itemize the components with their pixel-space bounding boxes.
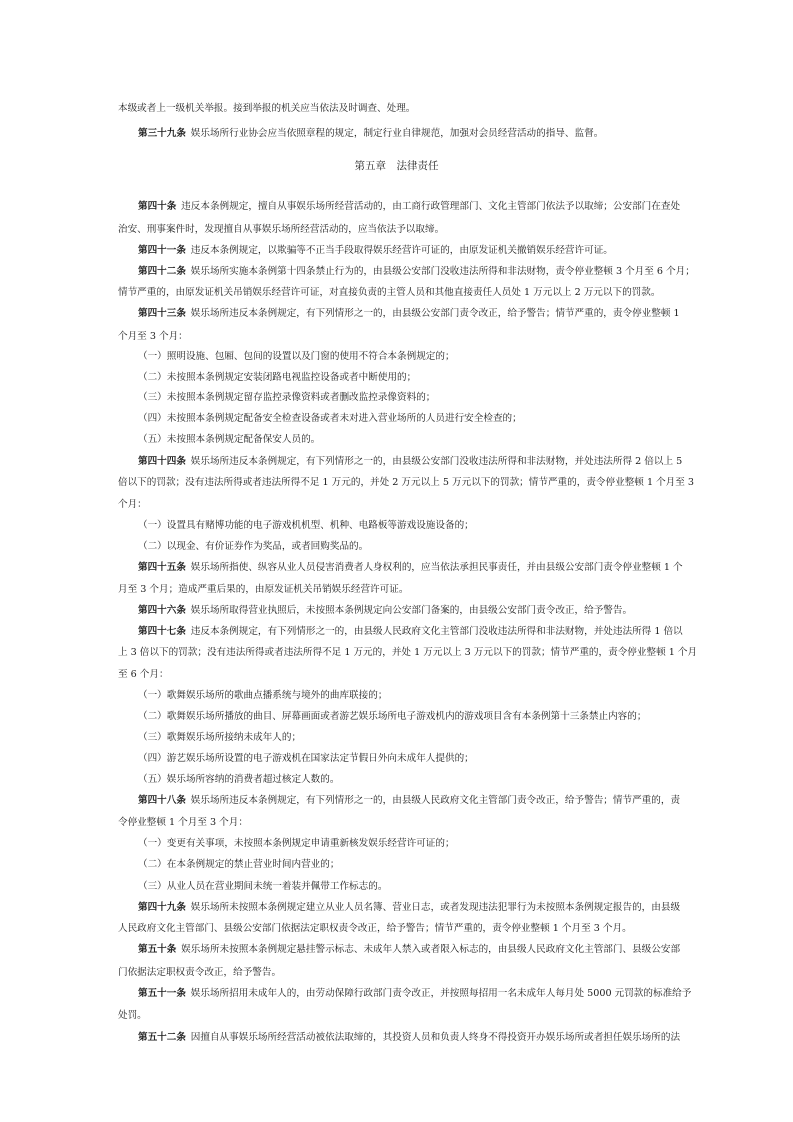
line-text: （一）照明设施、包厢、包间的设置以及门窗的使用不符合本条例规定的； xyxy=(138,351,455,362)
line-text: 违反本条例规定，以欺骗等不正当手段取得娱乐经营许可证的，由原发证机关撤销娱乐经营许可证。 xyxy=(190,245,613,256)
text-line xyxy=(118,286,678,299)
article-number: 第四十七条 xyxy=(138,626,186,637)
line-text: 人民政府文化主管部门、县级公安部门依据法定职权责令改正，给予警告；情节严重的，责令停业整顿 1 个月至 3 个月。 xyxy=(118,923,632,934)
article-line xyxy=(138,1031,698,1044)
line-text: 娱乐场所实施本条例第十四条禁止行为的，由县级公安部门没收违法所得和非法财物，责令停业整顿 3 个月至 6 个月； xyxy=(190,266,695,277)
line-text: 处罚。 xyxy=(118,1010,147,1021)
line-text: 个月至 3 个月： xyxy=(118,331,188,342)
line-text: 门依据法定职权责令改正，给予警告。 xyxy=(118,967,282,978)
text-line xyxy=(138,731,698,744)
line-text: 娱乐场所违反本条例规定，有下列情形之一的，由县级人民政府文化主管部门责令改正，给予警告；情节严重的，责 xyxy=(190,795,681,806)
article-line xyxy=(138,244,698,257)
text-line xyxy=(138,752,698,765)
line-text: 违反本条例规定，有下列情形之一的，由县级人民政府文化主管部门没收违法所得和非法财物，并处违法所得 1 倍以 xyxy=(190,626,683,637)
article-line xyxy=(138,794,698,807)
text-line xyxy=(138,689,698,702)
article-number: 第四十五条 xyxy=(138,562,186,573)
line-text: （三）未按照本条例规定留存监控录像资料或者删改监控录像资料的； xyxy=(138,392,436,403)
text-line xyxy=(118,223,678,236)
line-text: （五）未按照本条例规定配备保安人员的。 xyxy=(138,434,321,445)
text-line xyxy=(138,391,698,404)
line-text: 月至 3 个月；造成严重后果的，由原发证机关吊销娱乐经营许可证。 xyxy=(118,584,409,595)
line-text: 违反本条例规定，擅自从事娱乐场所经营活动的，由工商行政管理部门、文化主管部门依法予以取缔；公安部门在查处 xyxy=(181,201,681,212)
article-number: 第四十一条 xyxy=(138,245,186,256)
line-text: （三）从业人员在营业期间未统一着装并佩带工作标志的。 xyxy=(138,881,388,892)
line-text: （四）游艺娱乐场所设置的电子游戏机在国家法定节假日外向未成年人提供的； xyxy=(138,753,474,764)
line-text: 令停业整顿 1 个月至 3 个月： xyxy=(118,817,248,828)
line-text: （二）在本条例规定的禁止营业时间内营业的； xyxy=(138,859,340,870)
text-line xyxy=(138,710,698,723)
line-text: 个月： xyxy=(118,499,147,510)
article-line xyxy=(138,200,698,213)
line-text: （四）未按照本条例规定配备安全检查设备或者未对进入营业场所的人员进行安全检查的； xyxy=(138,413,522,424)
text-line xyxy=(118,966,678,979)
text-line xyxy=(138,837,698,850)
article-line xyxy=(138,625,698,638)
line-text: 娱乐场所未按照本条例规定悬挂警示标志、未成年人禁入或者限入标志的，由县级人民政府文化主管部门、县级公安部 xyxy=(181,944,681,955)
text-line xyxy=(138,858,698,871)
text-line xyxy=(138,540,698,553)
text-line xyxy=(138,433,698,446)
text-line xyxy=(118,330,678,343)
article-number: 第四十二条 xyxy=(138,266,186,277)
article-line xyxy=(138,307,698,320)
text-line xyxy=(138,350,698,363)
article-line xyxy=(138,561,698,574)
line-text: 本级或者上一级机关举报。接到举报的机关应当依法及时调查、处理。 xyxy=(118,103,416,114)
article-number: 第四十四条 xyxy=(138,456,186,467)
text-line xyxy=(118,668,678,681)
article-number: 第四十条 xyxy=(138,201,177,212)
article-number: 第四十九条 xyxy=(138,902,186,913)
line-text: （二）未按照本条例规定安装闭路电视监控设备或者中断使用的； xyxy=(138,372,417,383)
article-number: 第四十八条 xyxy=(138,795,186,806)
line-text: （一）变更有关事项，未按照本条例规定申请重新核发娱乐经营许可证的； xyxy=(138,838,455,849)
article-line xyxy=(138,943,698,956)
article-line xyxy=(138,455,698,468)
line-text: 娱乐场所取得营业执照后，未按照本条例规定向公安部门备案的，由县级公安部门责令改正，给予警告。 xyxy=(190,605,633,616)
article-number: 第四十三条 xyxy=(138,308,186,319)
text-line xyxy=(118,102,678,115)
line-text: 娱乐场所违反本条例规定，有下列情形之一的，由县级公安部门没收违法所得和非法财物，并处违法所得 2 倍以上 5 xyxy=(190,456,683,467)
article-number: 第四十六条 xyxy=(138,605,186,616)
text-line xyxy=(118,646,698,659)
text-line xyxy=(118,476,695,489)
line-text: （一）设置具有赌博功能的电子游戏机机型、机种、电路板等游戏设施设备的； xyxy=(138,520,474,531)
line-text: （一）歌舞娱乐场所的歌曲点播系统与境外的曲库联接的； xyxy=(138,690,388,701)
text-line xyxy=(118,816,678,829)
line-text: 因擅自从事娱乐场所经营活动被依法取缔的，其投资人员和负责人终身不得投资开办娱乐场所或者担任娱乐场所的法 xyxy=(190,1032,681,1043)
article-number: 第五十一条 xyxy=(138,988,186,999)
text-line xyxy=(138,880,698,893)
article-line xyxy=(138,127,698,140)
line-text: 情节严重的，由原发证机关吊销娱乐经营许可证，对直接负责的主管人员和其他直接责任人员处 1 万元以上 2 万元以下的罚款。 xyxy=(118,287,661,298)
line-text: 娱乐场所指使、纵容从业人员侵害消费者人身权利的，应当依法承担民事责任，并由县级公安部门责令停业整顿 1 个 xyxy=(190,562,683,573)
article-line xyxy=(138,604,698,617)
text-line xyxy=(118,1009,678,1022)
article-line xyxy=(138,265,698,278)
article-line xyxy=(138,987,698,1000)
article-number: 第五十条 xyxy=(138,944,177,955)
line-text: （三）歌舞娱乐场所接纳未成年人的； xyxy=(138,732,302,743)
article-number: 第五十二条 xyxy=(138,1032,186,1043)
text-line xyxy=(138,371,698,384)
line-text: 倍以下的罚款；没有违法所得或者违法所得不足 1 万元的，并处 2 万元以上 5 万元以下的罚款；情节严重的，责令停业整顿 1 个月至 3 xyxy=(118,477,695,488)
line-text: 上 3 倍以下的罚款；没有违法所得或者违法所得不足 1 万元的，并处 1 万元以上 3 万元以下的罚款；情节严重的，责令停业整顿 1 个月 xyxy=(118,647,698,658)
line-text: 娱乐场所行业协会应当依照章程的规定，制定行业自律规范，加强对会员经营活动的指导、监督。 xyxy=(190,128,604,139)
text-line xyxy=(138,519,698,532)
text-line xyxy=(138,412,698,425)
text-line xyxy=(118,498,678,511)
line-text: 治安、刑事案件时，发现擅自从事娱乐场所经营活动的，应当依法予以取缔。 xyxy=(118,224,445,235)
article-line xyxy=(138,901,698,914)
chapter-title: 第五章 法律责任 xyxy=(354,160,439,172)
article-number: 第三十九条 xyxy=(138,128,186,139)
line-text: （二）以现金、有价证券作为奖品，或者回购奖品的。 xyxy=(138,541,369,552)
text-line xyxy=(138,773,698,786)
line-text: （二）歌舞娱乐场所播放的曲目、屏幕画面或者游艺娱乐场所电子游戏机内的游戏项目含有本条例第十三条禁止内容的； xyxy=(138,711,647,722)
text-line xyxy=(118,922,678,935)
line-text: （五）娱乐场所容纳的消费者超过核定人数的。 xyxy=(138,774,340,785)
line-text: 娱乐场所招用未成年人的，由劳动保障行政部门责令改正，并按照每招用一名未成年人每月处 5000 元罚款的标准给予 xyxy=(190,988,692,999)
line-text: 娱乐场所违反本条例规定，有下列情形之一的，由县级公安部门责令改正，给予警告；情节严重的，责令停业整顿 1 xyxy=(190,308,680,319)
line-text: 至 6 个月： xyxy=(118,669,169,680)
text-line xyxy=(118,583,678,596)
line-text: 娱乐场所未按照本条例规定建立从业人员名簿、营业日志，或者发现违法犯罪行为未按照本条例规定报告的，由县级 xyxy=(190,902,681,913)
